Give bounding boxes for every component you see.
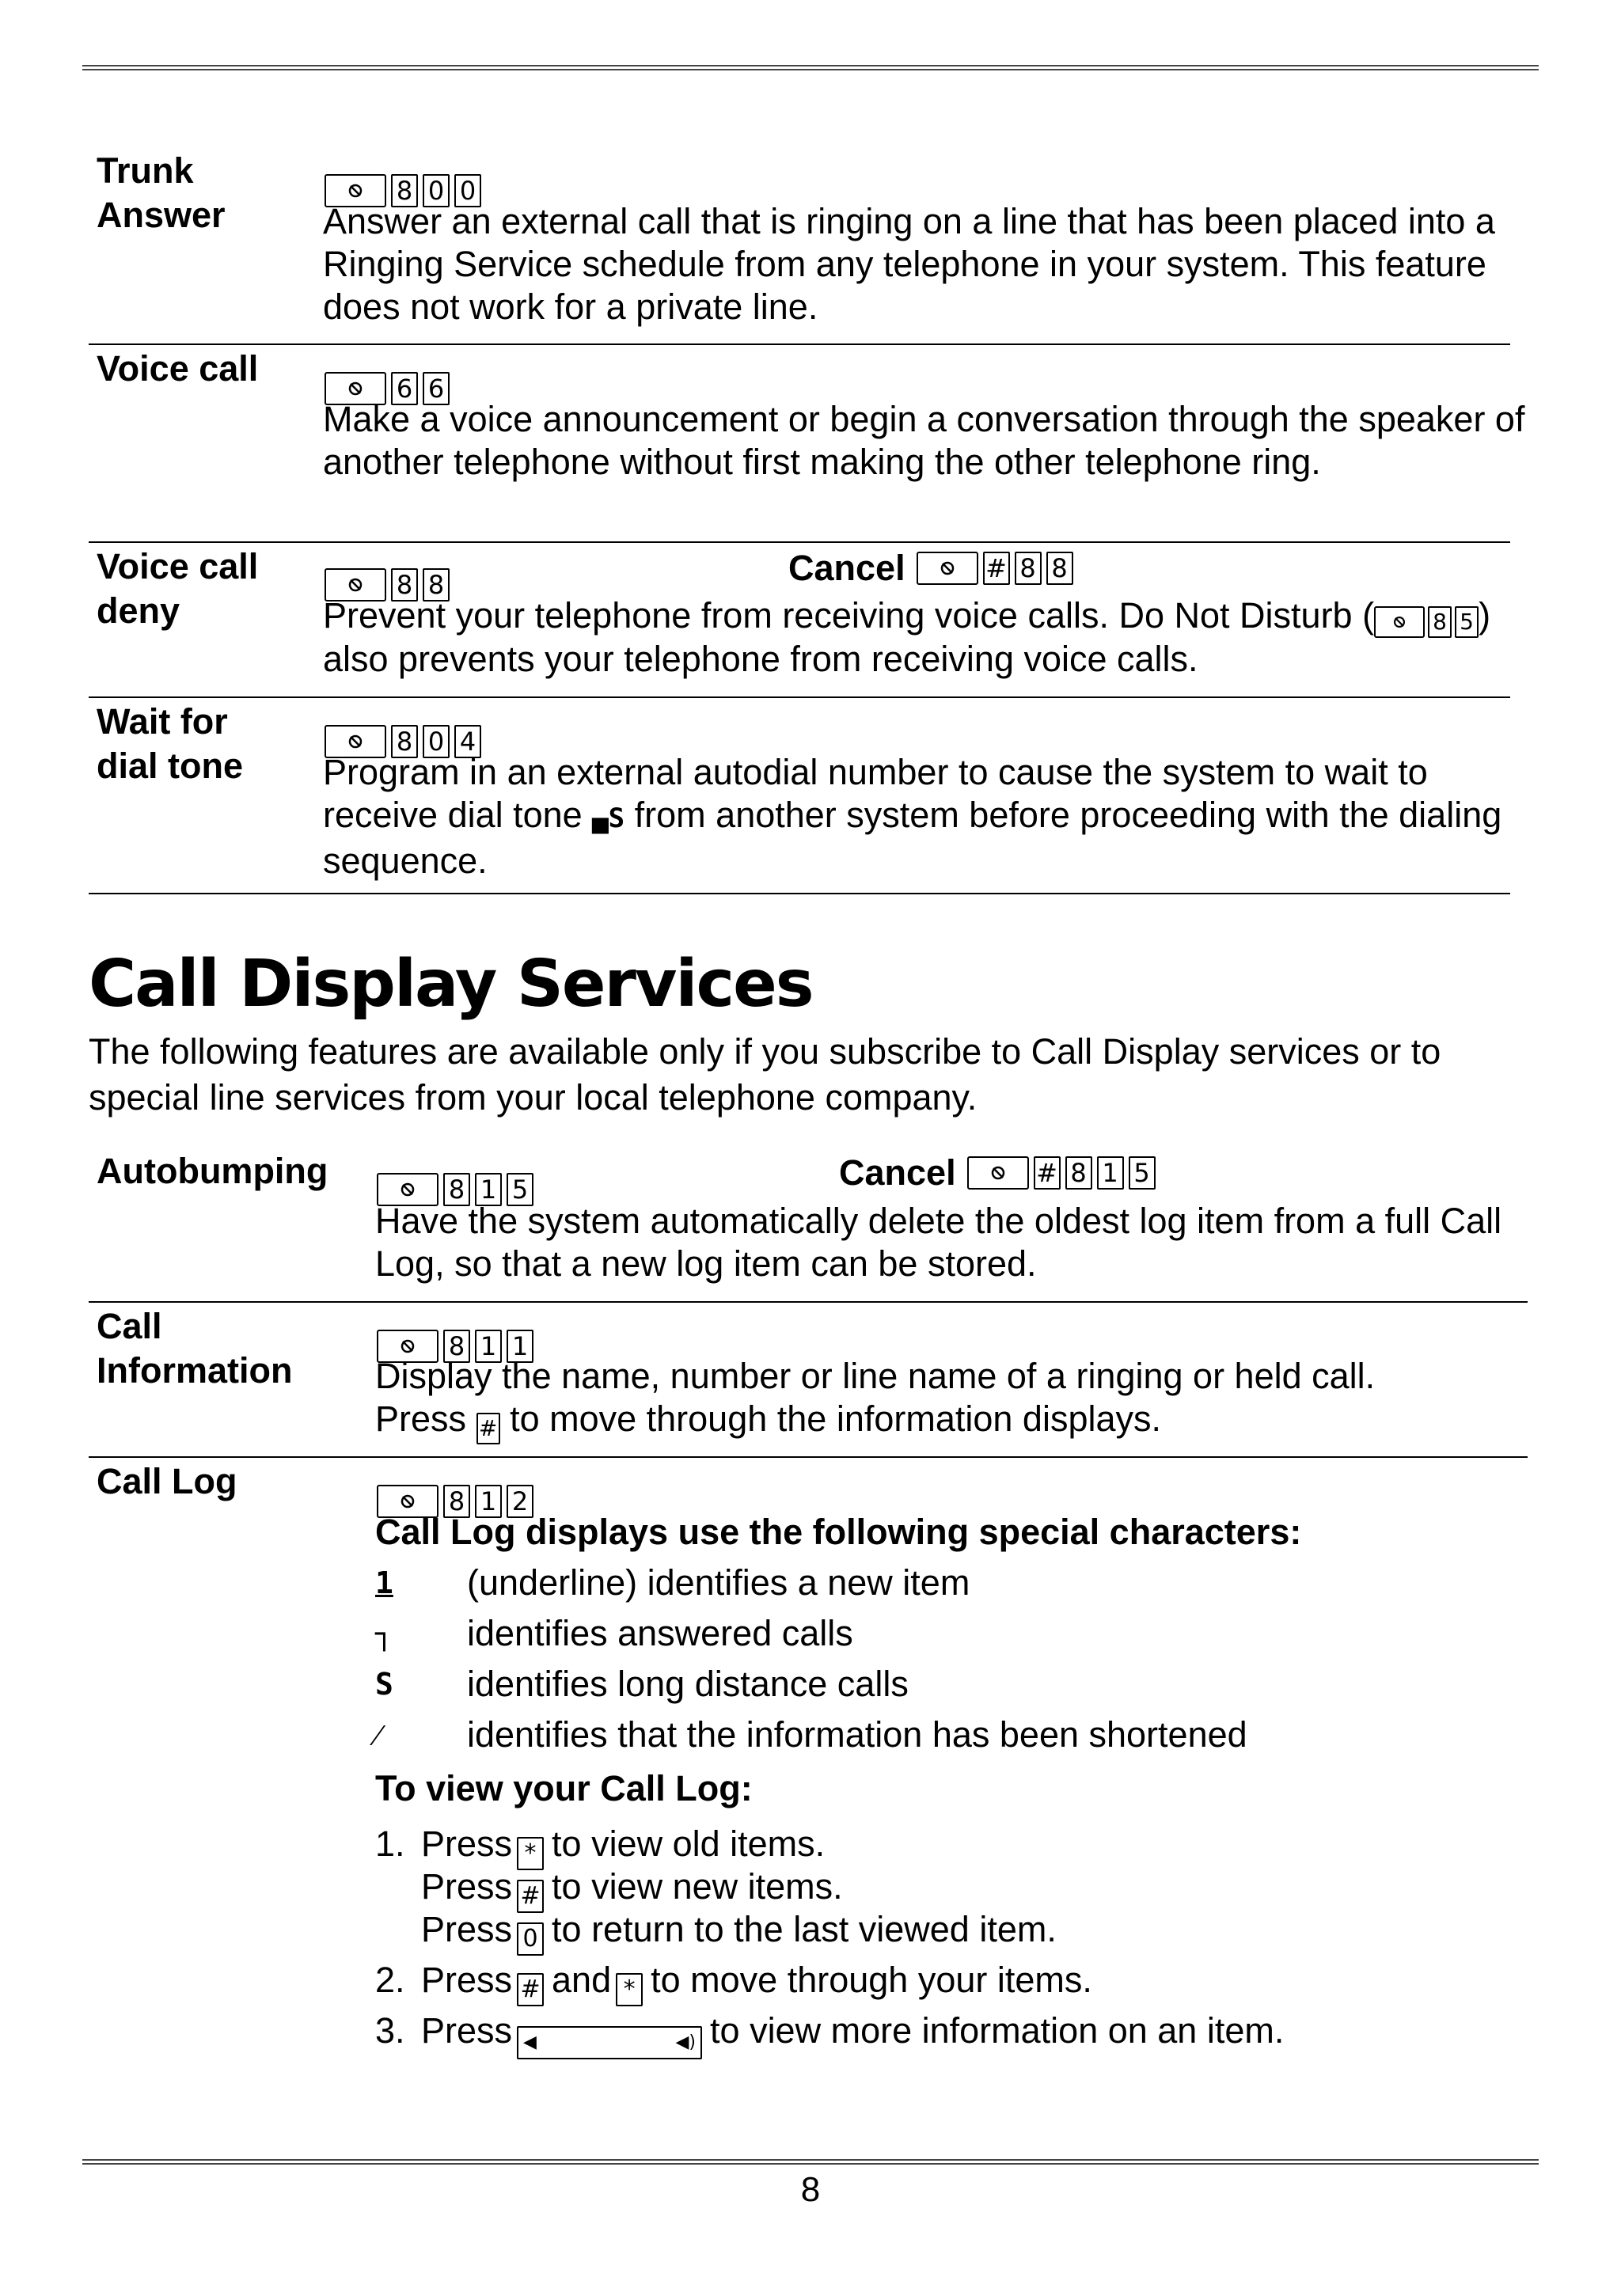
row-divider (89, 343, 1510, 345)
digit-key: 5 (1455, 606, 1479, 638)
feature-label: Call Log (97, 1461, 237, 1501)
digit-key: 0 (517, 1922, 544, 1956)
feature-description: Program in an external autodial number to cause the system to wait to receive dial tone ▄S from another system before proceeding with the dialing sequence. (323, 752, 1502, 881)
digit-key: 6 (423, 372, 450, 405)
digit-key: 5 (1129, 1156, 1156, 1190)
hash-key: # (476, 1413, 500, 1444)
feature-label: Voice call deny (97, 546, 259, 631)
feature-label: Autobumping (97, 1151, 328, 1191)
feature-key (967, 1156, 1029, 1190)
row-divider (89, 1301, 1528, 1303)
digit-key: 8 (391, 174, 418, 207)
feature-label: Voice call (97, 348, 259, 389)
volume-bar-key (517, 2026, 702, 2059)
shortened-symbol: ⁄ (375, 1717, 381, 1752)
digit-key: 6 (391, 372, 418, 405)
digit-key: 5 (507, 1173, 533, 1206)
special-chars-heading: Call Log displays use the following special characters: (375, 1512, 1302, 1552)
section-heading: Call Display Services (89, 947, 813, 1022)
row-divider (89, 696, 1510, 698)
feature-label: Call Information (97, 1306, 293, 1391)
digit-key: 8 (1428, 606, 1452, 638)
digit-key: 8 (1065, 1156, 1092, 1190)
step-item: Press # to view new items. (375, 1865, 843, 1913)
footer-rule (82, 2159, 1539, 2165)
step-item: 3. Press ◀ ◀) to view more information on an item. (375, 2009, 1284, 2059)
feature-label: Trunk Answer (97, 150, 226, 235)
digit-key: 8 (423, 568, 450, 602)
digit-key: 8 (443, 1173, 470, 1206)
volume-up-icon: ◀) (675, 2032, 697, 2052)
long-distance-symbol: S (375, 1667, 393, 1702)
dial-tone-symbol: ▄S (592, 803, 625, 834)
hash-key: # (983, 552, 1010, 585)
digit-key: 1 (507, 1330, 533, 1363)
step-item: 2. Press # and * to move through your items. (375, 1958, 1092, 2006)
digit-key: 0 (423, 174, 450, 207)
new-item-symbol: 1 (375, 1565, 393, 1600)
hash-key: # (1034, 1156, 1061, 1190)
digit-key: 1 (1097, 1156, 1124, 1190)
feature-description: Have the system automatically delete the oldest log item from a full Call Log, so that a new log item can be stored. (375, 1201, 1502, 1284)
digit-key: 8 (1046, 552, 1073, 585)
row-divider (89, 541, 1510, 543)
section-intro: The following features are available only if you subscribe to Call Display services or to special line services from your local telephone company. (89, 1031, 1441, 1118)
digit-key: 8 (1015, 552, 1042, 585)
feature-key (1374, 606, 1425, 638)
inline-code (1374, 606, 1479, 638)
feature-description: Display the name, number or line name of a ringing or held call. Press # to move through the information displays. (375, 1355, 1531, 1444)
digit-key: 8 (443, 1330, 470, 1363)
digit-key: 8 (443, 1485, 470, 1518)
row-divider (89, 893, 1510, 894)
special-char-item: ⁄ identifies that the information has been shortened (375, 1713, 1247, 1757)
cancel-code (839, 1151, 1156, 1195)
feature-label: Wait for dial tone (97, 701, 244, 786)
view-log-heading: To view your Call Log: (375, 1768, 753, 1808)
digit-key: 8 (391, 725, 418, 758)
digit-key: 1 (475, 1330, 502, 1363)
header-rule (82, 65, 1539, 70)
hash-key: # (517, 1973, 544, 2006)
answered-symbol: ┐ (375, 1616, 393, 1651)
star-key: * (616, 1973, 643, 2006)
feature-description: Answer an external call that is ringing on a line that has been placed into a Ringing Service schedule from any telephone in your system. This feature does not work for a private line. (323, 201, 1495, 327)
cancel-label: Cancel (839, 1152, 956, 1193)
volume-down-icon: ◀ (523, 2032, 537, 2052)
special-char-item: 1 (underline) identifies a new item (375, 1561, 970, 1605)
inline-code (476, 1413, 500, 1444)
cancel-code (788, 546, 1073, 590)
digit-key: 4 (454, 725, 481, 758)
star-key: * (517, 1837, 544, 1870)
hash-key: # (517, 1880, 544, 1913)
special-char-item: S identifies long distance calls (375, 1662, 909, 1706)
feature-description: Make a voice announcement or begin a conversation through the speaker of another telephone without first making the other telephone ring. (323, 399, 1525, 482)
cancel-label: Cancel (788, 548, 905, 588)
step-item: Press 0 to return to the last viewed item. (375, 1907, 1057, 1956)
special-char-item: ┐ identifies answered calls (375, 1611, 853, 1656)
feature-key (917, 552, 978, 585)
digit-key: 1 (475, 1485, 502, 1518)
digit-key: 8 (391, 568, 418, 602)
digit-key: 0 (423, 725, 450, 758)
digit-key: 1 (475, 1173, 502, 1206)
digit-key: 0 (454, 174, 481, 207)
feature-description: Prevent your telephone from receiving voice calls. Do Not Disturb ( 8 5 ) also prevents your telephone from receiving voice calls. (323, 595, 1491, 679)
digit-key: 2 (507, 1485, 533, 1518)
page-number: 8 (800, 2170, 821, 2209)
step-item: 1. Press * to view old items. (375, 1822, 825, 1870)
row-divider (89, 1456, 1528, 1458)
